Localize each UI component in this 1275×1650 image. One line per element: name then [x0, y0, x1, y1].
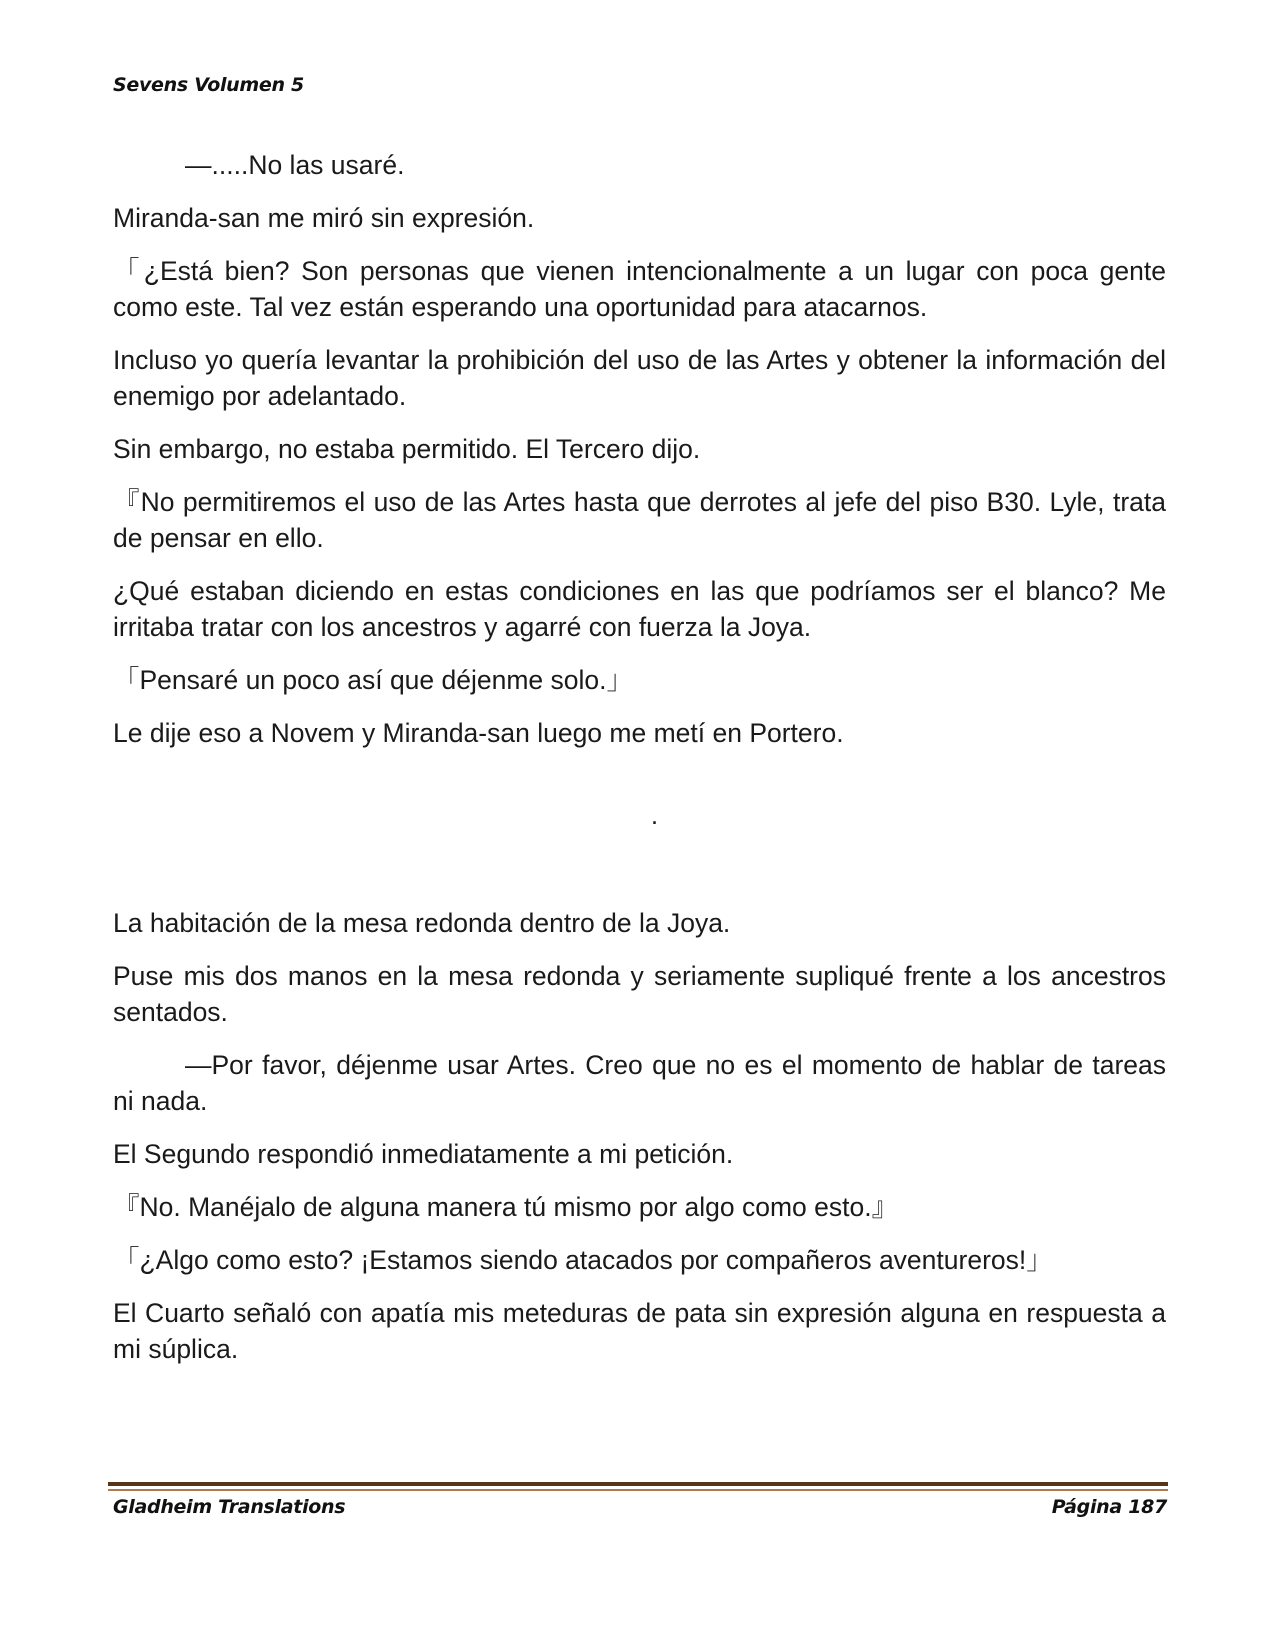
paragraph: El Segundo respondió inmediatamente a mi petición.: [113, 1139, 734, 1169]
paragraph: 「Pensaré un poco así que déjenme solo.」: [113, 665, 634, 695]
paragraph: Incluso yo quería levantar la prohibición del uso de las Artes y obtener la información del enemigo por adelantado.: [113, 345, 1166, 411]
footer-publisher: Gladheim Translations: [113, 1496, 346, 1518]
paragraph: —.....No las usaré.: [185, 150, 405, 180]
paragraph: Sin embargo, no estaba permitido. El Tercero dijo.: [113, 434, 701, 464]
paragraph: 「¿Algo como esto? ¡Estamos siendo atacados por compañeros aventureros!」: [113, 1245, 1053, 1275]
paragraph: —Por favor, déjenme usar Artes. Creo que no es el momento de hablar de tareas ni nada.: [113, 1050, 1166, 1116]
footer-divider-accent: [108, 1489, 1168, 1491]
paragraph: 『No. Manéjalo de alguna manera tú mismo por algo como esto.』: [113, 1192, 899, 1222]
paragraph: Miranda-san me miró sin expresión.: [113, 203, 535, 233]
running-header-title: Sevens Volumen 5: [113, 74, 304, 96]
paragraph: 『No permitiremos el uso de las Artes hasta que derrotes al jefe del piso B30. Lyle, trata de pensar en ello.: [113, 487, 1166, 553]
paragraph: 「¿Está bien? Son personas que vienen intencionalmente a un lugar con poca gente como este. Tal vez están esperando una oportunidad para atacarnos.: [113, 256, 1166, 322]
scene-break-marker: .: [650, 800, 659, 830]
footer-divider: [108, 1482, 1168, 1486]
paragraph: La habitación de la mesa redonda dentro de la Joya.: [113, 908, 731, 938]
paragraph: Puse mis dos manos en la mesa redonda y seriamente supliqué frente a los ancestros sentados.: [113, 961, 1166, 1027]
paragraph: El Cuarto señaló con apatía mis meteduras de pata sin expresión alguna en respuesta a mi súplica.: [113, 1298, 1166, 1364]
document-body: [113, 147, 1166, 1367]
paragraph: ¿Qué estaban diciendo en estas condiciones en las que podríamos ser el blanco? Me irritaba tratar con los ancestros y agarré con fuerza la Joya.: [113, 576, 1166, 642]
paragraph: Le dije eso a Novem y Miranda-san luego me metí en Portero.: [113, 718, 844, 748]
footer-page-number: Página 187: [1051, 1496, 1167, 1518]
